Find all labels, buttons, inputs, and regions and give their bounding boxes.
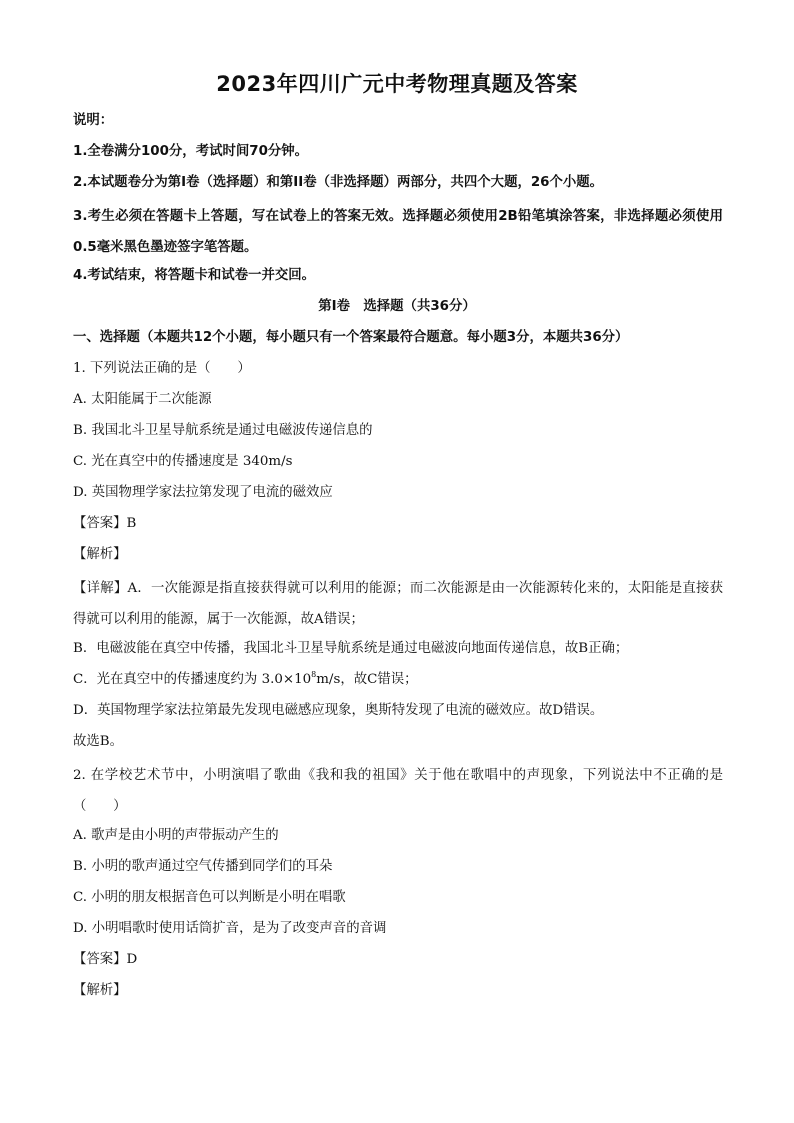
option-c: C. 小明的朋友根据音色可以判断是小明在唱歌: [73, 890, 346, 905]
note-item: 1.全卷满分100分，考试时间70分钟。: [73, 144, 309, 159]
option-b: B. 我国北斗卫星导航系统是通过电磁波传递信息的: [73, 423, 373, 438]
detail-b: B．电磁波能在真空中传播，我国北斗卫星导航系统是通过电磁波向地面传递信息，故B正确；: [73, 641, 629, 656]
answer-label: 【答案】B: [73, 516, 137, 531]
option-a: A. 太阳能属于二次能源: [73, 392, 212, 407]
part-heading: 一、选择题（本题共12个小题，每小题只有一个答案最符合题意。每小题3分，本题共36分）: [73, 330, 629, 345]
conclusion: 故选B。: [73, 734, 124, 749]
page-title: 2023年四川广元中考物理真题及答案: [216, 72, 578, 96]
detail-d: D．英国物理学家法拉第最先发现电磁感应现象，奥斯特发现了电流的磁效应。故D错误。: [73, 703, 604, 718]
option-a: A. 歌声是由小明的声带振动产生的: [73, 828, 279, 843]
detail-paragraph: 【详解】A．一次能源是指直接获得就可以利用的能源；而二次能源是由一次能源转化来的，太阳能是直接获得就可以利用的能源，属于一次能源，故A错误；: [73, 581, 723, 627]
option-d: D. 小明唱歌时使用话筒扩音，是为了改变声音的音调: [73, 921, 387, 936]
detail-c: [73, 670, 418, 690]
notes-heading: 说明：: [73, 113, 114, 128]
analysis-label: 【解析】: [73, 547, 127, 562]
option-b: B. 小明的歌声通过空气传播到同学们的耳朵: [73, 859, 333, 874]
note-item: 3.考生必须在答题卡上答题，写在试卷上的答案无效。选择题必须使用2B铅笔填涂答案，非选择题必须使用0.5毫米黑色墨迹签字笔答题。: [73, 209, 723, 255]
detail-c-unit: m/s，故C错误；: [316, 672, 418, 687]
option-c: C. 光在真空中的传播速度是 340m/s: [73, 454, 293, 469]
option-d: D. 英国物理学家法拉第发现了电流的磁效应: [73, 485, 333, 500]
detail-c-text: C．光在真空中的传播速度约为 3.0×10: [73, 672, 312, 687]
section-title: 第I卷 选择题（共36分）: [318, 299, 476, 314]
exponent: 8: [311, 670, 317, 679]
question-stem: 1. 下列说法正确的是（ ）: [73, 361, 251, 376]
note-item: 4.考试结束，将答题卡和试卷一并交回。: [73, 268, 316, 283]
analysis-label: 【解析】: [73, 983, 127, 998]
note-item: 2.本试题卷分为第I卷（选择题）和第II卷（非选择题）两部分，共四个大题，26个小题。: [73, 175, 604, 190]
question-stem: 2. 在学校艺术节中，小明演唱了歌曲《我和我的祖国》关于他在歌唱中的声现象，下列说法中不正确的是（ ）: [73, 768, 723, 814]
answer-label: 【答案】D: [73, 952, 138, 967]
